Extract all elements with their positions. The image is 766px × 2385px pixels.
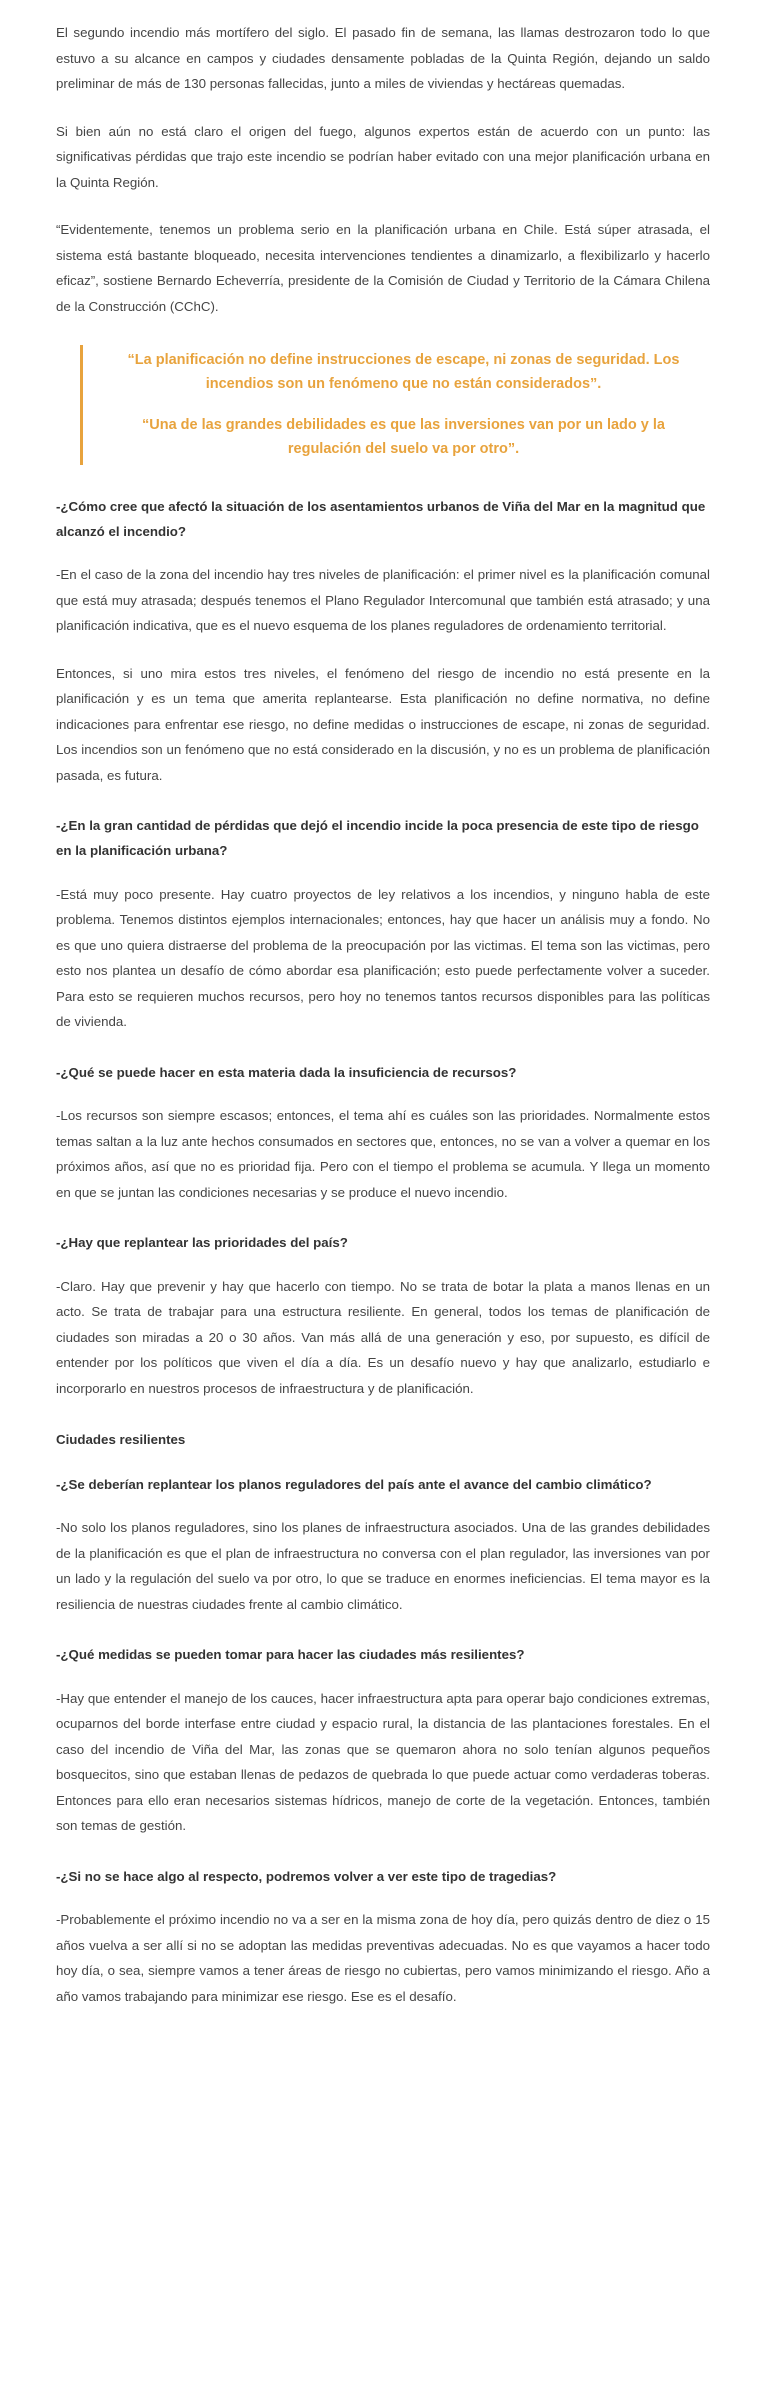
interview-question: -¿Si no se hace algo al respecto, podremos volver a ver este tipo de tragedias? <box>56 1868 557 1884</box>
article-paragraph: Si bien aún no está claro el origen del fuego, algunos expertos están de acuerdo con un punto: las significativas pérdidas que trajo este incendio se podrían haber evitado con una mejor planificación urbana en la Quinta Región. <box>56 123 710 190</box>
article-paragraph: “Evidentemente, tenemos un problema serio en la planificación urbana en Chile. Está súper atrasada, el sistema está bastante bloqueado, necesita intervenciones tendientes a dinamizarlo, a flexibilizarlo y hacerlo eficaz”, sostiene Bernardo Echeverría, presidente de la Comisión de Ciudad y Territorio de la Cámara Chilena de la Construcción (CChC). <box>56 222 710 314</box>
pullquote-block <box>80 345 710 465</box>
pullquote-line: “La planificación no define instrucciones de escape, ni zonas de seguridad. Los incendios son un fenómeno que no están considerados”. <box>127 352 680 392</box>
article-paragraph: -Probablemente el próximo incendio no va a ser en la misma zona de hoy día, pero quizás dentro de diez o 15 años vuelva a ser allí si no se adoptan las medidas preventivas adecuadas. No es que vayamos a hacer todo hoy día, o sea, siempre vamos a tener áreas de riesgo no cubiertas, pero vamos minimizando el riesgo. Año a año vamos trabajando para minimizar ese riesgo. Ese es el desafío. <box>56 1912 710 2004</box>
article-paragraph: -En el caso de la zona del incendio hay tres niveles de planificación: el primer nivel es la planificación comunal que está muy atrasada; después tenemos el Plano Regulador Intercomunal que también está atrasado; y una planificación indicativa, que es el nuevo esquema de los planes reguladores de ordenamiento territorial. <box>56 567 710 634</box>
interview-question: -¿Se deberían replantear los planos reguladores del país ante el avance del cambio climático? <box>56 1476 652 1492</box>
article-paragraph: -Está muy poco presente. Hay cuatro proyectos de ley relativos a los incendios, y ninguno habla de este problema. Tenemos distintos ejemplos internacionales; entonces, hay que hacer un análisis muy a fondo. No es que uno quiera distraerse del problema de la preocupación por las victimas. El tema son las victimas, pero esto nos plantea un desafío de cómo abordar esa planificación; esto puede perfectamente volver a suceder. Para esto se requieren muchos recursos, pero hoy no tenemos tantos recursos disponibles para las políticas de vivienda. <box>56 886 710 1030</box>
article-paragraph: -Los recursos son siempre escasos; entonces, el tema ahí es cuáles son las prioridades. Normalmente estos temas saltan a la luz ante hechos consumados en sectores que, entonces, no se van a volver a quemar en los próximos años, así que no es prioridad fija. Pero con el tiempo el problema se acumula. Y llega un momento en que se juntan las condiciones necesarias y se produce el nuevo incendio. <box>56 1108 710 1200</box>
interview-question: -¿Qué se puede hacer en esta materia dada la insuficiencia de recursos? <box>56 1064 517 1080</box>
interview-question: -¿Qué medidas se pueden tomar para hacer las ciudades más resilientes? <box>56 1647 525 1663</box>
article-paragraph: -No solo los planos reguladores, sino los planes de infraestructura asociados. Una de las grandes debilidades de la planificación es que el plan de infraestructura no conversa con el plan regulador, las inversiones van por un lado y la regulación del suelo va por otro, lo que se traduce en enormes ineficiencias. El tema mayor es la resiliencia de nuestras ciudades frente al cambio climático. <box>56 1520 710 1612</box>
pullquote-line: “Una de las grandes debilidades es que las inversiones van por un lado y la regulación del suelo va por otro”. <box>142 417 665 457</box>
article-paragraph: El segundo incendio más mortífero del siglo. El pasado fin de semana, las llamas destrozaron todo lo que estuvo a su alcance en campos y ciudades densamente pobladas de la Quinta Región, dejando un saldo preliminar de más de 130 personas fallecidas, junto a miles de viviendas y hectáreas quemadas. <box>56 25 710 92</box>
article-paragraph: -Claro. Hay que prevenir y hay que hacerlo con tiempo. No se trata de botar la plata a manos llenas en un acto. Se trata de trabajar para una estructura resiliente. En general, todos los temas de planificación de ciudades son miradas a 20 o 30 años. Van más allá de una generación y eso, por supuesto, es difícil de entender por los políticos que viven el día a día. Es un desafío nuevo y hay que analizarlo, estudiarlo e incorporarlo en nuestros procesos de infraestructura y de planificación. <box>56 1278 710 1396</box>
article-paragraph: -Hay que entender el manejo de los cauces, hacer infraestructura apta para operar bajo condiciones extremas, ocuparnos del borde interfase entre ciudad y espacio rural, la distancia de las plantaciones forestales. En el caso del incendio de Viña del Mar, las zonas que se quemaron ahora no solo tenían algunos pequeños bosquecitos, sino que estaban llenas de pedazos de quebrada lo que puede actuar como verdaderas toberas. Entonces para ello eran necesarios sistemas hídricos, manejo de corte de la vegetación. Entonces, también son temas de gestión. <box>56 1690 710 1834</box>
interview-question: -¿En la gran cantidad de pérdidas que dejó el incendio incide la poca presencia de este tipo de riesgo en la planificación urbana? <box>56 818 699 858</box>
section-heading: Ciudades resilientes <box>56 1431 186 1447</box>
interview-question: -¿Hay que replantear las prioridades del país? <box>56 1235 348 1251</box>
interview-question: -¿Cómo cree que afectó la situación de los asentamientos urbanos de Viña del Mar en la magnitud que alcanzó el incendio? <box>56 499 706 539</box>
article-paragraph: Entonces, si uno mira estos tres niveles, el fenómeno del riesgo de incendio no está presente en la planificación y es un tema que amerita replantearse. Esta planificación no define normativa, no define indicaciones para enfrentar ese riesgo, no define medidas o instrucciones de escape, ni zonas de seguridad. Los incendios son un fenómeno que no está considerado en la discusión, y no es un problema de planificación pasada, es futura. <box>56 665 710 783</box>
